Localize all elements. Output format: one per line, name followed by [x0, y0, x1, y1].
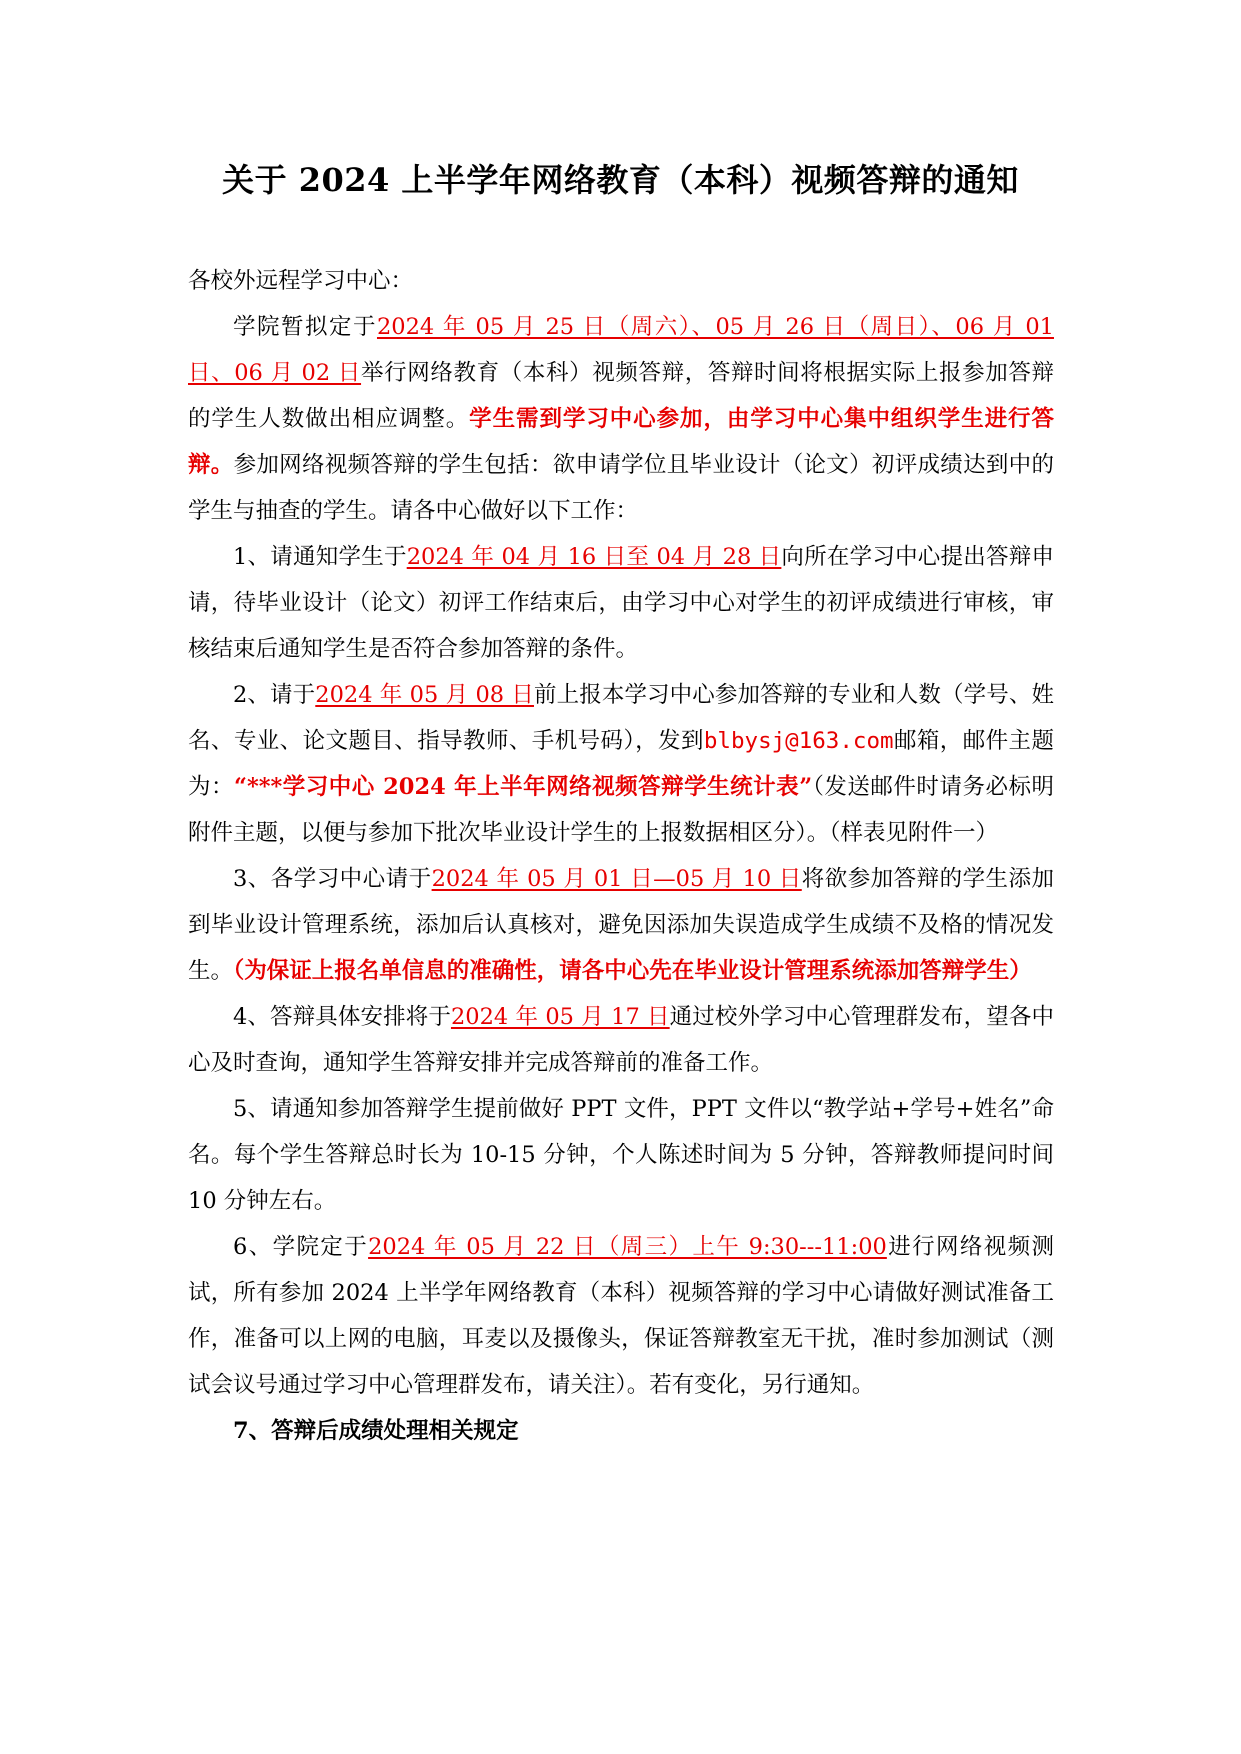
- intro-text-1: 学院暂拟定于: [233, 314, 377, 340]
- salutation: 各校外远程学习中心：: [188, 268, 414, 294]
- item-6: [188, 1224, 1054, 1408]
- item-2-text-2: 前上报本学习中心参加答辩的专业和人数（学号、姓名、专业、论文题目、指导教师、手机号码），发到: [188, 682, 1054, 754]
- item-2-email: blbysj@163.com: [703, 728, 894, 754]
- intro-text-2: 举行网络教育（本科）视频答辩，答辩时间将根据实际上报参加答辩的学生人数做出相应调整。: [188, 360, 1054, 432]
- item-3-emphasis: （为保证上报名单信息的准确性，请各中心先在毕业设计管理系统添加答辩学生）: [233, 958, 1032, 984]
- item-2-text-3: 邮箱，邮件主题为：: [188, 728, 1054, 800]
- item-1-text-2: 向所在学习中心提出答辩申请，待毕业设计（论文）初评工作结束后，由学习中心对学生的初评成绩进行审核，审核结束后通知学生是否符合参加答辩的条件。: [188, 544, 1054, 662]
- item-4-text-1: 4、答辩具体安排将于: [233, 1004, 451, 1030]
- item-5: 5、请通知参加答辩学生提前做好 PPT 文件，PPT 文件以“教学站+学号+姓名”命名。每个学生答辩总时长为 10-15 分钟，个人陈述时间为 5 分钟，答辩教师提问时间 10 分钟左右。: [188, 1096, 1054, 1214]
- item-7-heading: 7、答辩后成绩处理相关规定: [233, 1418, 519, 1444]
- item-6-date: 2024 年 05 月 22 日（周三）上午 9:30---11:00: [368, 1234, 887, 1260]
- item-2-subject: “***学习中心 2024 年上半年网络视频答辩学生统计表”: [234, 774, 813, 800]
- page-title: 关于 2024 上半学年网络教育（本科）视频答辩的通知: [222, 161, 1019, 199]
- item-4-date: 2024 年 05 月 17 日: [450, 1004, 670, 1030]
- item-2-text-1: 2、请于: [233, 682, 316, 708]
- item-1-text-1: 1、请通知学生于: [233, 544, 407, 570]
- item-3-text-1: 3、各学习中心请于: [233, 866, 432, 892]
- item-2: [188, 672, 1054, 856]
- intro-dates: 2024 年 05 月 25 日（周六）、05 月 26 日（周日）、06 月 01 日、06 月 02 日: [188, 314, 1054, 386]
- item-2-text-4: （发送邮件时请务必标明附件主题，以便与参加下批次毕业设计学生的上报数据相区分）。（样表见附件一）: [188, 774, 1054, 846]
- intro-emphasis: 学生需到学习中心参加，由学习中心集中组织学生进行答辩。: [188, 406, 1054, 478]
- item-1-date: 2024 年 04 月 16 日至 04 月 28 日: [406, 544, 782, 570]
- document-body: [188, 258, 1054, 1454]
- item-6-text-2: 进行网络视频测试，所有参加 2024 上半学年网络教育（本科）视频答辩的学习中心请做好测试准备工作，准备可以上网的电脑，耳麦以及摄像头，保证答辩教室无干扰，准时参加测试（测试会议号通过学习中心管理群发布，请关注）。若有变化，另行通知。: [188, 1234, 1054, 1398]
- item-2-date: 2024 年 05 月 08 日: [315, 682, 534, 708]
- item-4: [188, 994, 1054, 1086]
- intro-paragraph: [188, 304, 1054, 534]
- item-3-text-2: 将欲参加答辩的学生添加到毕业设计管理系统，添加后认真核对，避免因添加失误造成学生成绩不及格的情况发生。: [188, 866, 1055, 984]
- item-6-text-1: 6、学院定于: [233, 1234, 369, 1260]
- intro-text-3: 参加网络视频答辩的学生包括：欲申请学位且毕业设计（论文）初评成绩达到中的学生与抽查的学生。请各中心做好以下工作：: [188, 452, 1054, 524]
- item-3: [188, 856, 1054, 994]
- item-4-text-2: 通过校外学习中心管理群发布，望各中心及时查询，通知学生答辩安排并完成答辩前的准备工作。: [188, 1004, 1054, 1076]
- item-1: [188, 534, 1054, 672]
- item-3-date: 2024 年 05 月 01 日—05 月 10 日: [431, 866, 802, 892]
